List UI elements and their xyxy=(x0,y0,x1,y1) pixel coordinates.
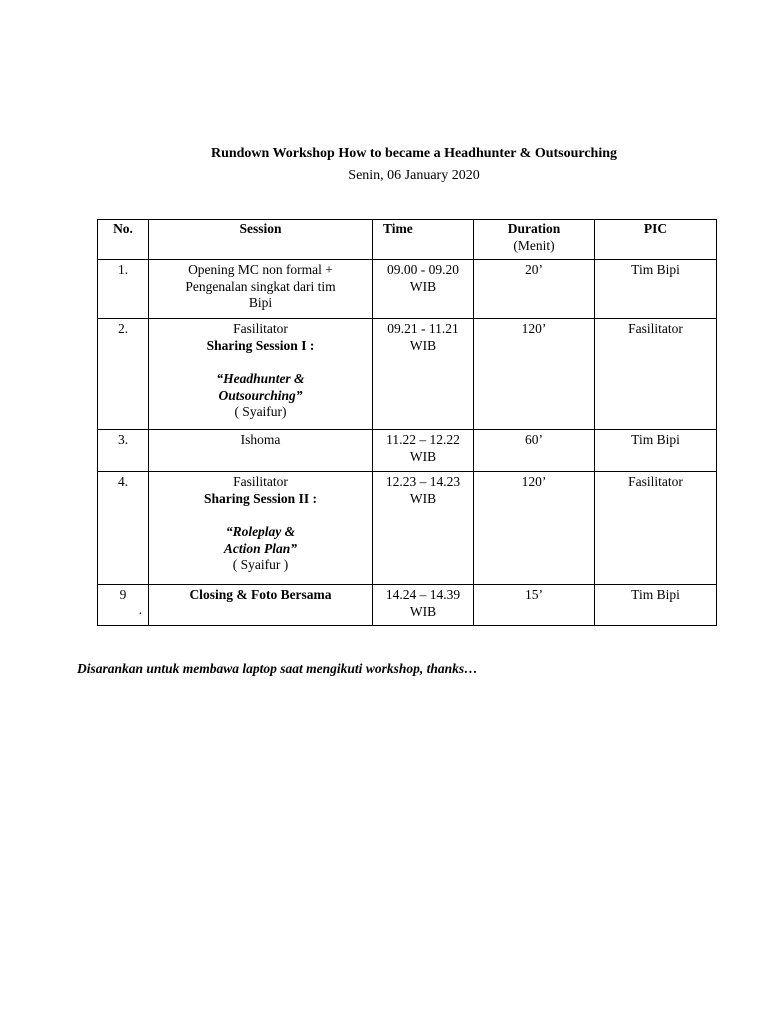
cell-no: 4. xyxy=(98,472,149,585)
session-name: Sharing Session II : xyxy=(204,490,317,506)
table-header-row xyxy=(98,220,717,260)
cell-session xyxy=(149,260,373,319)
cell-session xyxy=(149,472,373,585)
time-range: 09.21 - 11.21 xyxy=(387,321,459,336)
cell-time xyxy=(373,585,474,626)
cell-session: Closing & Foto Bersama xyxy=(149,585,373,626)
session-line: Pengenalan singkat dari tim xyxy=(185,278,336,294)
session-speaker: ( Syaifur) xyxy=(234,404,287,419)
row-number: 9 xyxy=(119,587,127,602)
table-row xyxy=(98,585,717,626)
cell-no: 2. xyxy=(98,319,149,430)
header-session: Session xyxy=(149,220,373,260)
table-row xyxy=(98,430,717,472)
time-zone: WIB xyxy=(409,490,437,506)
cell-duration: 15’ xyxy=(474,585,595,626)
time-range: 14.24 – 14.39 xyxy=(385,587,461,602)
cell-no: 1. xyxy=(98,260,149,319)
cell-time xyxy=(373,430,474,472)
table-row xyxy=(98,472,717,585)
header-duration xyxy=(474,220,595,260)
footer-note: Disarankan untuk membawa laptop saat mengikuti workshop, thanks… xyxy=(77,661,478,676)
cell-duration: 20’ xyxy=(474,260,595,319)
session-line: Opening MC non formal + xyxy=(188,262,333,277)
cell-pic: Tim Bipi xyxy=(595,585,717,626)
document-date: Senin, 06 January 2020 xyxy=(348,168,480,183)
time-zone: WIB xyxy=(409,603,437,619)
time-zone: WIB xyxy=(409,448,437,464)
header-time: Time xyxy=(373,220,474,260)
session-topic: “Headhunter & xyxy=(216,371,305,386)
cell-pic: Fasilitator xyxy=(595,319,717,430)
cell-time xyxy=(373,472,474,585)
time-range: 09.00 - 09.20 xyxy=(387,262,459,277)
session-topic: “Roleplay & xyxy=(225,524,296,539)
cell-session: Ishoma xyxy=(149,430,373,472)
session-topic: Action Plan” xyxy=(223,540,298,556)
header-duration-label: Duration xyxy=(507,221,561,236)
time-zone: WIB xyxy=(409,278,437,294)
session-role: Fasilitator xyxy=(233,474,288,489)
cell-session xyxy=(149,319,373,430)
session-role: Fasilitator xyxy=(233,321,288,336)
cell-pic: Fasilitator xyxy=(595,472,717,585)
time-range: 12.23 – 14.23 xyxy=(385,474,461,489)
cell-pic: Tim Bipi xyxy=(595,430,717,472)
cell-time xyxy=(373,260,474,319)
document-title: Rundown Workshop How to became a Headhunter & Outsourching xyxy=(210,146,618,161)
session-speaker: ( Syaifur ) xyxy=(232,557,289,572)
cell-duration: 120’ xyxy=(474,319,595,430)
table-row xyxy=(98,260,717,319)
time-range: 11.22 – 12.22 xyxy=(386,432,460,447)
header-no: No. xyxy=(98,220,149,260)
rundown-table xyxy=(97,219,717,626)
session-topic: Outsourching” xyxy=(218,387,303,403)
header-duration-unit: (Menit) xyxy=(513,237,555,253)
header-pic: PIC xyxy=(595,220,717,260)
session-line: Bipi xyxy=(248,295,273,310)
cell-duration: 120’ xyxy=(474,472,595,585)
cell-pic: Tim Bipi xyxy=(595,260,717,319)
session-name: Sharing Session I : xyxy=(206,337,315,353)
cell-duration: 60’ xyxy=(474,430,595,472)
cell-no xyxy=(98,585,149,626)
time-zone: WIB xyxy=(409,337,437,353)
cell-time xyxy=(373,319,474,430)
row-number-suffix: . xyxy=(138,601,142,617)
table-row xyxy=(98,319,717,430)
cell-no: 3. xyxy=(98,430,149,472)
